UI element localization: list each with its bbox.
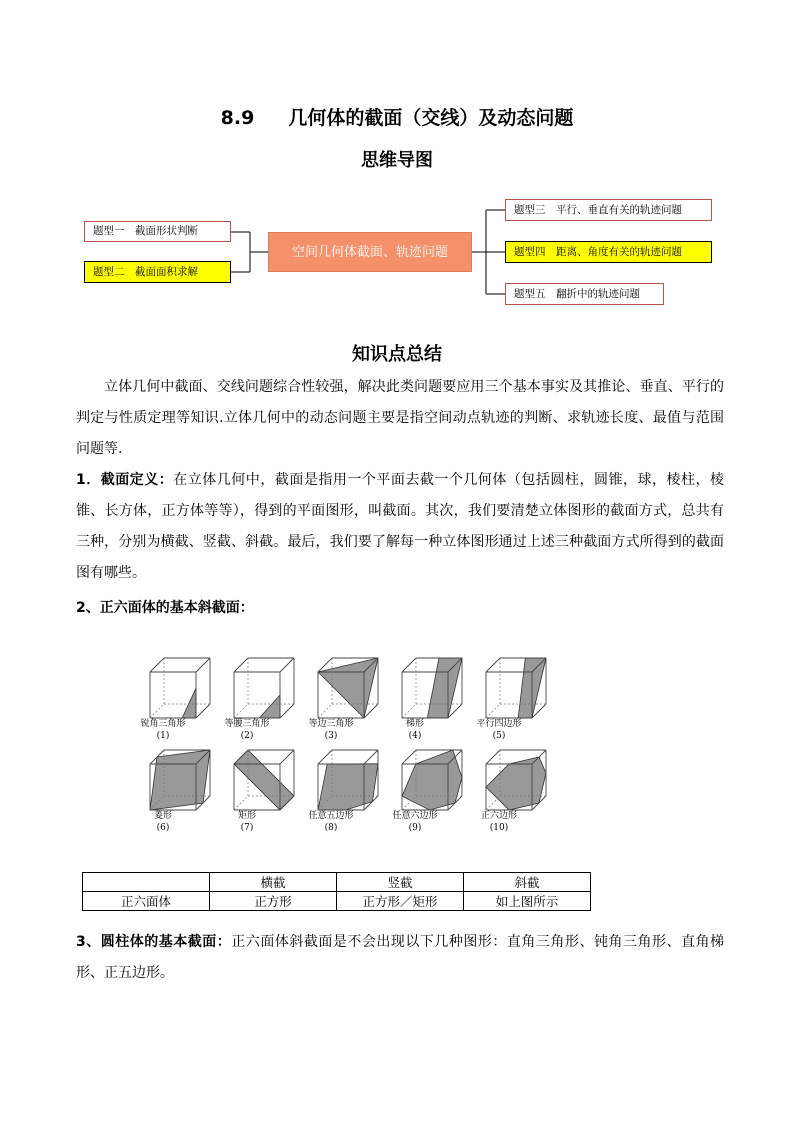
cube-hidden-edge	[150, 704, 164, 718]
cube-edge	[318, 750, 332, 764]
cube-diagram	[486, 658, 546, 718]
mindmap-node-type5: 题型五 翻折中的轨迹问题	[505, 283, 664, 305]
definition-text: 在立体几何中，截面是指用一个平面去截一个几何体（包括圆柱，圆锥，球，棱柱，棱锥、长方体，正方体等等），得到的平面图形，叫截面。其次，我们要清楚立体图形的截面方式，总共有三种，分别为横截、竖截、斜截。最后，我们要了解每一种立体图形通过上述三种截面方式所得到的截面图有哪些。	[76, 472, 724, 581]
cross-section-shape	[318, 764, 378, 810]
caption-5: 平行四边形 (5)	[476, 719, 522, 741]
cube-edge	[402, 750, 416, 764]
table-header-cell: 横截	[210, 873, 337, 892]
table-header-cell: 竖截	[337, 873, 464, 892]
section-number: 8.9	[220, 107, 255, 129]
table-header-row	[83, 873, 591, 892]
title-text: 几何体的截面（交线）及动态问题	[288, 107, 574, 129]
cube-edge	[364, 750, 378, 764]
table-header-cell: 斜截	[464, 873, 591, 892]
mindmap-node-type4: 题型四 距离、角度有关的轨迹问题	[505, 241, 712, 263]
cube-edge	[234, 658, 248, 672]
cube-hidden-edge	[234, 704, 248, 718]
cube-edge	[196, 704, 210, 718]
cube-section-heading	[76, 593, 724, 624]
cube-diagram	[318, 658, 378, 718]
cube-edge	[150, 658, 164, 672]
table-cell: 如上图所示	[464, 892, 591, 911]
cube-edge	[280, 750, 294, 764]
definition-paragraph	[76, 465, 724, 589]
cube-hidden-edge	[234, 796, 248, 810]
cylinder-paragraph	[76, 927, 724, 989]
cylinder-text: 正六面体斜截面是不会出现以下几种图形：直角三角形、钝角三角形、直角梯形、正五边形。	[76, 934, 724, 981]
caption-8: 任意五边形 (8)	[308, 811, 354, 833]
cube-cross-sections-figure	[138, 650, 568, 840]
intro-paragraph: 立体几何中截面、交线问题综合性较强，解决此类问题要应用三个基本事实及其推论、垂直、平行的判定与性质定理等知识.立体几何中的动态问题主要是指空间动点轨迹的判断、求轨迹长度、最值与范围问题等.	[76, 379, 724, 457]
caption-6: 菱形 (6)	[153, 811, 172, 833]
mindmap-node-type3: 题型三 平行、垂直有关的轨迹问题	[505, 199, 712, 221]
cube-diagram	[486, 750, 546, 810]
cube-diagram	[402, 658, 462, 718]
cube-diagram	[318, 750, 378, 810]
cube-diagram	[150, 750, 210, 810]
cube-section-label: 2、正六面体的基本斜截面：	[76, 600, 254, 616]
cube-edge	[280, 658, 294, 672]
cube-edge	[486, 750, 500, 764]
cube-edge	[402, 658, 416, 672]
cube-edge	[486, 658, 500, 672]
mindmap-heading: 思维导图	[361, 150, 433, 171]
cube-diagram	[234, 750, 294, 810]
definition-label: 1．截面定义：	[76, 472, 174, 488]
mindmap-node-type1: 题型一 截面形状判断	[84, 221, 231, 242]
cube-edge	[196, 658, 210, 672]
table-row	[83, 892, 591, 911]
cube-hidden-edge	[486, 704, 500, 718]
cross-section-shape	[182, 688, 196, 718]
cube-diagram	[234, 658, 294, 718]
cross-section-shape	[486, 757, 546, 810]
caption-3: 等边三角形 (3)	[308, 719, 354, 741]
caption-7: 矩形 (7)	[237, 811, 256, 833]
cube-diagram	[150, 658, 210, 718]
table-cell: 正六面体	[83, 892, 210, 911]
cube-diagram	[402, 750, 462, 810]
cube-hidden-edge	[402, 704, 416, 718]
caption-4: 梯形 (4)	[405, 719, 424, 741]
mindmap-node-type2: 题型二 截面面积求解	[84, 261, 231, 283]
caption-2: 等腰三角形 (2)	[224, 719, 270, 741]
caption-9: 任意六边形 (9)	[392, 811, 438, 833]
table-cell: 正方形	[210, 892, 337, 911]
table-header-cell	[83, 873, 210, 892]
caption-10: 正六边形 (10)	[480, 811, 517, 833]
caption-1: 锐角三角形 (1)	[140, 719, 186, 741]
cross-section-shape	[259, 695, 280, 718]
cube-hidden-edge	[486, 796, 500, 810]
cube-edge	[280, 704, 294, 718]
section-comparison-table	[82, 872, 591, 911]
cube-hidden-edge	[318, 704, 332, 718]
table-cell: 正方形／矩形	[337, 892, 464, 911]
mindmap-center-node: 空间几何体截面、轨迹问题	[268, 232, 472, 272]
knowledge-heading: 知识点总结	[352, 344, 442, 365]
cylinder-label: 3、圆柱体的基本截面：	[76, 934, 232, 950]
